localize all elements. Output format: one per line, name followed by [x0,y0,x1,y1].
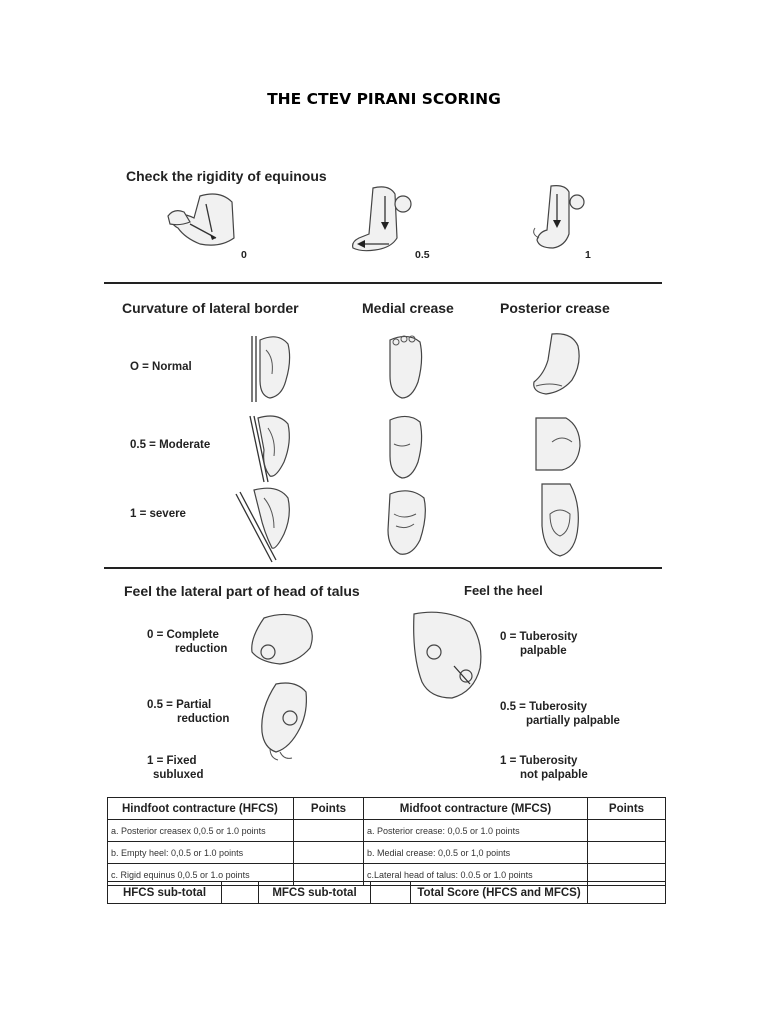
heel-option-1 [500,754,588,782]
talus-option-0-desc: reduction [175,643,228,655]
points-header-1: Points [294,798,364,820]
section-divider-1 [104,282,662,284]
hfcs-points-cell[interactable] [294,820,364,842]
heel-option-0 [500,630,577,658]
table-row [108,820,666,842]
lateral-border-normal-illustration [244,330,298,406]
hfcs-posterior-crease: a. Posterior creasex 0,0.5 or 1.0 points [108,820,294,842]
equinus-illustration-0 [160,188,260,258]
talus-option-0-score: 0 = Complete [147,629,219,641]
hfcs-subtotal-label: HFCS sub-total [108,882,222,904]
heel-illustration [404,604,490,710]
talus-illustration [240,602,322,764]
talus-option-1-score: 1 = Fixed [147,755,197,767]
hfcs-rigid-equinus: c. Rigid equinus 0,0.5 or 1.o points [108,864,294,886]
mfcs-header: Midfoot contracture (MFCS) [364,798,588,820]
talus-option-1-desc: subluxed [153,769,204,781]
posterior-crease-normal-illustration [522,330,592,402]
equinus-score-05: 0.5 [415,249,430,261]
pirani-subtotal-table [107,881,666,904]
level-normal: O = Normal [130,361,192,373]
total-score-label: Total Score (HFCS and MFCS) [411,882,588,904]
talus-option-1 [147,754,203,782]
talus-option-05-desc: reduction [177,713,230,725]
hfcs-points-cell[interactable] [294,842,364,864]
heel-option-0-desc: palpable [520,645,567,657]
equinus-score-1: 1 [585,249,591,261]
page-title: THE CTEV PIRANI SCORING [267,90,501,108]
hfcs-empty-heel: b. Empty heel: 0,0.5 or 1.0 points [108,842,294,864]
mfcs-subtotal-label: MFCS sub-total [259,882,371,904]
talus-option-0 [147,628,227,656]
mfcs-medial-crease: b. Medial crease: 0,0.5 or 1,0 points [364,842,588,864]
level-severe: 1 = severe [130,508,186,520]
hfcs-header: Hindfoot contracture (HFCS) [108,798,294,820]
posterior-crease-heading: Posterior crease [500,300,610,316]
talus-option-05-score: 0.5 = Partial [147,699,212,711]
equinus-score-0: 0 [241,249,247,261]
mfcs-subtotal-cell[interactable] [371,882,411,904]
level-moderate: 0.5 = Moderate [130,439,211,451]
mfcs-lateral-head-talus: c.Lateral head of talus: 0.0.5 or 1.0 points [364,864,588,886]
hfcs-subtotal-cell[interactable] [222,882,259,904]
mfcs-posterior-crease: a. Posterior crease: 0,0.5 or 1.0 points [364,820,588,842]
lateral-border-severe-illustration [232,484,304,566]
equinus-illustration-05 [345,182,425,264]
posterior-crease-moderate-illustration [528,412,588,476]
medial-crease-moderate-illustration [380,410,432,486]
talus-heading: Feel the lateral part of head of talus [124,583,360,599]
heel-option-05 [500,700,620,728]
heel-option-1-score: 1 = Tuberosity [500,755,578,767]
mfcs-points-cell[interactable] [588,820,666,842]
heel-option-0-score: 0 = Tuberosity [500,631,578,643]
total-score-cell[interactable] [588,882,666,904]
heel-option-05-score: 0.5 = Tuberosity [500,701,588,713]
table-header-row [108,798,666,820]
mfcs-points-cell[interactable] [588,842,666,864]
heel-option-1-desc: not palpable [520,769,588,781]
heel-option-05-desc: partially palpable [526,715,620,727]
lateral-border-moderate-illustration [244,410,298,486]
medial-crease-heading: Medial crease [362,300,454,316]
medial-crease-normal-illustration [380,330,432,406]
points-header-2: Points [588,798,666,820]
heel-heading: Feel the heel [464,583,543,598]
section-divider-2 [104,567,662,569]
pirani-score-table [107,797,666,886]
posterior-crease-severe-illustration [530,480,590,562]
table-row [108,842,666,864]
equinus-heading: Check the rigidity of equinous [126,168,327,184]
medial-crease-severe-illustration [380,486,436,564]
talus-option-05 [147,698,229,726]
table-footer-row [108,882,666,904]
lateral-border-heading: Curvature of lateral border [122,300,299,316]
